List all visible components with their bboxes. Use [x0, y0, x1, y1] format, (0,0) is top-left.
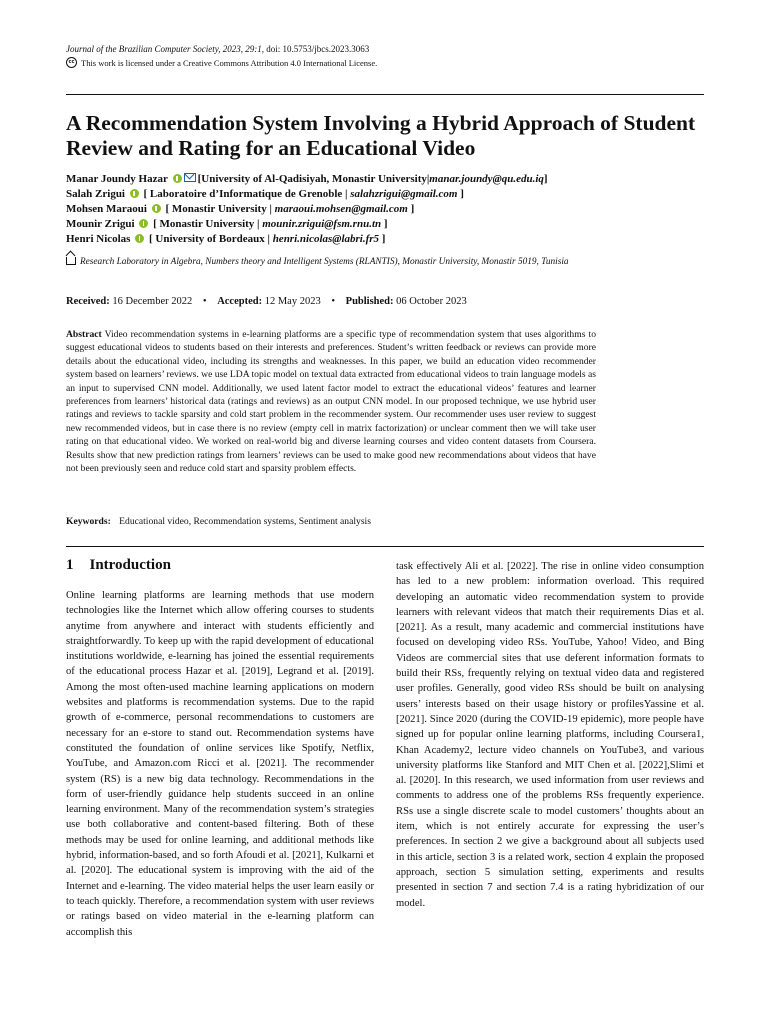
creative-commons-icon: cc	[66, 57, 77, 68]
author-email[interactable]: manar.joundy@qu.edu.iq	[429, 173, 544, 185]
author-email[interactable]: salahzrigui@gmail.com	[350, 188, 458, 200]
paper-title: A Recommendation System Involving a Hybrid Approach of Student Review and Rating for an Educational Video	[66, 111, 696, 160]
orcid-icon[interactable]	[152, 204, 161, 213]
author-close-bracket: ]	[381, 233, 386, 245]
license-text[interactable]: This work is licensed under a Creative Commons Attribution 4.0 International License.	[81, 57, 378, 68]
keywords-label: Keywords:	[66, 516, 111, 527]
section-divider	[66, 546, 704, 547]
orcid-icon[interactable]	[130, 189, 139, 198]
author-close-bracket: ]	[410, 203, 415, 215]
author-email[interactable]: maraoui.mohsen@gmail.com	[274, 203, 408, 215]
body-column-right	[396, 559, 704, 911]
author-affiliation: [ Monastir University |	[153, 218, 260, 230]
affiliation-text: Research Laboratory in Algebra, Numbers theory and Intelligent Systems (RLANTIS), Monastir University, Monastir 5019, Tunisia	[80, 257, 569, 267]
date-separator: •	[331, 296, 336, 307]
author-name: Mohsen Maraoui	[66, 203, 147, 215]
journal-citation	[66, 44, 369, 54]
top-divider	[66, 94, 704, 95]
orcid-icon[interactable]	[139, 219, 148, 228]
author-affiliation: [University of Al-Qadisiyah, Monastir University|	[197, 173, 430, 185]
orcid-icon[interactable]	[173, 174, 182, 183]
affiliation-note	[66, 256, 646, 269]
author-entry	[66, 187, 706, 202]
author-name: Henri Nicolas	[66, 233, 131, 245]
author-name: Mounir Zrigui	[66, 218, 135, 230]
author-name: Salah Zrigui	[66, 188, 125, 200]
author-entry	[66, 202, 706, 217]
author-affiliation: [ University of Bordeaux |	[148, 233, 270, 245]
author-entry	[66, 232, 706, 247]
author-close-bracket: ]	[383, 218, 388, 230]
received-label: Received:	[66, 296, 110, 307]
license-line	[66, 57, 377, 68]
author-entry	[66, 172, 706, 187]
orcid-icon[interactable]	[135, 234, 144, 243]
institution-icon	[66, 257, 76, 265]
author-close-bracket: ]	[543, 173, 548, 185]
accepted-date: 12 May 2023	[264, 296, 321, 307]
published-label: Published:	[345, 296, 394, 307]
keywords	[66, 516, 371, 527]
author-email[interactable]: henri.nicolas@labri.fr5	[272, 233, 380, 245]
author-name: Manar Joundy Hazar	[66, 173, 168, 185]
date-separator: •	[202, 296, 207, 307]
accepted-label: Accepted:	[217, 296, 263, 307]
author-affiliation: [ Laboratoire d’Informatique de Grenoble |	[143, 188, 348, 200]
publication-dates	[66, 296, 467, 307]
author-entry	[66, 217, 706, 232]
abstract-text: Video recommendation systems in e-learning platforms are a specific type of recommendation system that uses algorithms to suggest educational videos to students based on their interests and preferences. Student’s written feedback or reviews can provide more details about the educational video, including its strengths and weaknesses. In this paper, we build an education video recommender system based on learners’ reviews. we use LDA topic model on textual data extracted from educational videos to train language models as an input to supervised CNN model. Additionally, we used latent factor model to extract the educational videos’ features and learner preferences from learners’ historical data (ratings and reviews) as an output CNN model. In our proposed technique, we use hybrid user ratings and reviews to tackle sparsity and cold start problem in the recommender system. Our recommender uses user review to suggest new recommended videos, but in case there is no review (empty cell in matrix factorization) or unclear comment then we will take user rating on that educational video. We worked on real-world big and diverse learning courses and video content datasets from Coursera. Results show that new prediction ratings from learners’ reviews can be used to make good new recommendations about videos that have not been previously seen and reduce cold start and sparsity problem effects.	[66, 329, 596, 475]
journal-doi[interactable]: doi: 10.5753/jbcs.2023.3063	[266, 44, 370, 54]
journal-name: Journal of the Brazilian Computer Society, 2023, 29:1,	[66, 44, 264, 54]
section-title: Introduction	[89, 557, 171, 573]
received-date: 16 December 2022	[112, 296, 193, 307]
published-date: 06 October 2023	[396, 296, 467, 307]
abstract-label: Abstract	[66, 329, 102, 340]
author-affiliation: [ Monastir University |	[165, 203, 272, 215]
abstract	[66, 328, 596, 475]
keywords-text: Educational video, Recommendation systems, Sentiment analysis	[119, 516, 371, 527]
author-close-bracket: ]	[460, 188, 464, 200]
body-column-left	[66, 588, 374, 940]
author-email[interactable]: mounir.zrigui@fsm.rnu.tn	[262, 218, 382, 230]
section-heading	[66, 557, 171, 574]
author-list	[66, 172, 706, 247]
email-icon[interactable]	[184, 173, 196, 182]
body-paragraph: Online learning platforms are learning methods that use modern technologies like the Internet which allow offering courses to students anytime from anywhere and interact with students efficiently and straightforwardly. To keep up with the rapid development of educational institutions worldwide, e-learning has joined the essential requirements of the educational process Hazar et al. [2019], Legrand et al. [2019]. Among the most often-used machine learning applications on modern websites and platforms is recommendation systems. Due to the rapid growth of e-commerce, personal recommendations to customers are necessary for an e-store to stand out. Recommendation systems have constituted the foundation of online services like Spotify, Netflix, YouTube, and Amazon.com Ricci et al. [2021]. The recommender system (RS) is a new big data technology. Recommendations in the form of user-friendly guidance help students succeed in an online learning environment. Many of the recommendation system’s strategies use both collaborative and content-based filtering. Both of these methods may be used for online learning, and additional methods like hybrid, information-based, and so forth Afoudi et al. [2021], Kulkarni et al. [2020]. The educational system is improving with the aid of the Internet and e-learning. The video material helps the user learn easily or to teach quickly. Therefore, a recommendation system with user reviews or ratings based on video material in the e-learning platform can accomplish this	[66, 590, 374, 938]
body-paragraph: task effectively Ali et al. [2022]. The rise in online video consumption has led to a new problem: information overload. This required developing an automatic video recommendation system to provide learners with relevant videos that match their requirements Dias et al. [2021]. As a result, many academic and commercial institutions have focused on developing video RSs. YouTube, Yahoo! Video, and Bing Videos are commercial sites that use deferent information formats to build their RSs, frequently relying on textual video data and registered user profiles. Generally, good video RSs should be built on analysing users’ interests based on their usage history or profilesYassine et al. [2021]. Since 2020 (during the COVID-19 epidemic), more people have signed up for popular online learning platforms, including Coursera1, Khan Academy2, lecture video channels on YouTube3, and various university platforms like Stanford and MIT Chen et al. [2022],Slimi et al. [2020]. In this research, we used information from user reviews and comments to address one of the problems RSs frequently experience. RSs use a single discrete scale to model customers’ thoughts about an item, which is not entirely accurate for expressing the user’s preferences. In section 2 we give a background about all subjects used in this article, section 3 is a related work, section 4 explain the proposed approach, section 5 simulation setting, experiments and results presented in section 7 and section 7.4 is a rating hybridization of our model.	[396, 561, 704, 909]
section-number: 1	[66, 557, 74, 573]
